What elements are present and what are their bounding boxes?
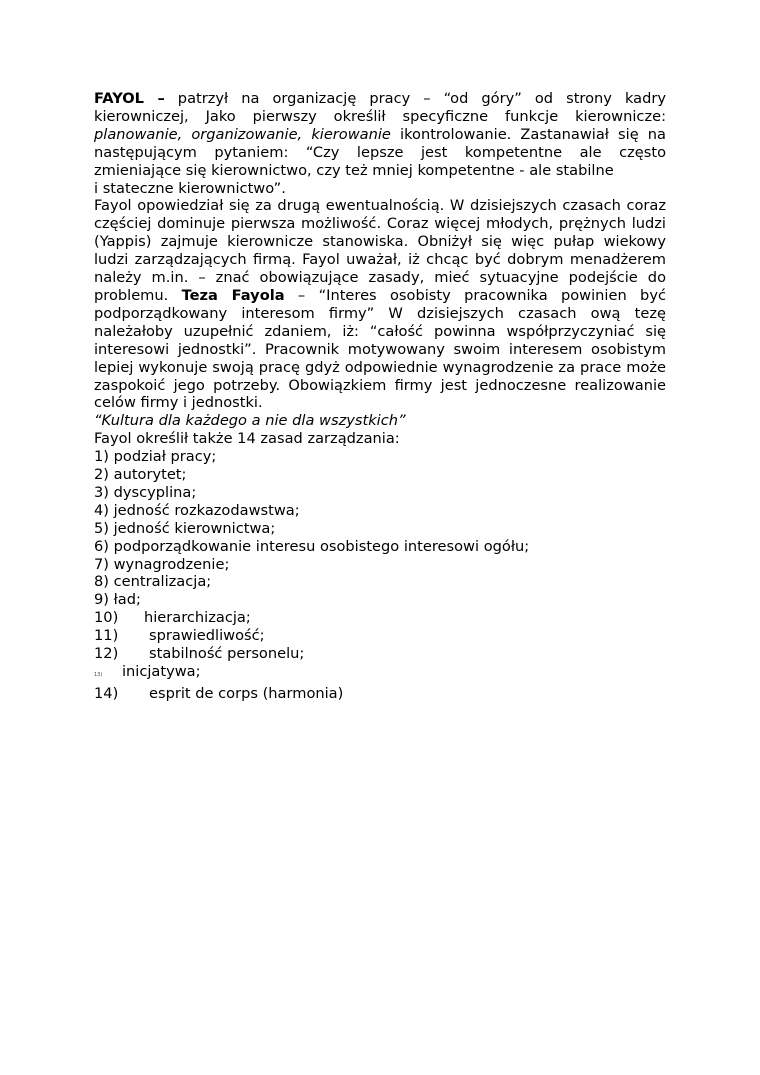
fayol-name: FAYOL – — [94, 90, 165, 107]
principle-number: 11) — [94, 627, 119, 645]
principle-number: 9) — [94, 591, 109, 609]
paragraph-text: Fayol opowiedział się za drugą ewentualnością. W dzisiejszych czasach coraz częściej dominuje pierwsza możliwość. Coraz więcej młodych, prężnych ludzi (Yappis) zajmuje kierownicze stanowiska. Obniżył się więc pułap wiekowy ludzi zarządzających firmą. Fayol uważał, iż chcąc być dobrym menadżerem należy m.in. – znać obowiązujące zasady, mieć sytuacyjne podejście do problemu. — [94, 197, 666, 304]
principle-item — [94, 685, 666, 703]
principle-number: 3) — [94, 483, 109, 501]
principle-text: inicjatywa; — [122, 663, 201, 680]
principle-item — [94, 520, 666, 538]
principle-item — [94, 573, 666, 591]
principle-text: sprawiedliwość; — [149, 627, 265, 645]
paragraph-text: patrzył na organizację pracy – “od góry” od strony kadry kierowniczej, Jako pierwszy określił specyficzne funkcje kierownicze: — [94, 90, 667, 125]
principle-text: autorytet; — [113, 466, 187, 484]
principle-number: 6) — [94, 537, 109, 555]
principle-item — [94, 502, 666, 520]
principle-text: stabilność personelu; — [149, 645, 305, 663]
principle-number: 12) — [94, 645, 119, 663]
principle-text: wynagrodzenie; — [113, 555, 230, 573]
principle-item — [94, 609, 666, 627]
paragraph-text: – “Interes osobisty pracownika powinien być podporządkowany interesom firmy” W dzisiejszych czasach ową tezę należałoby uzupełnić zdaniem, iż: “całość powinna współprzyczyniać się interesowi jednostki”. Pracownik motywowany swoim interesem osobistym lepiej wykonuje swoją pracę gdyż odpowiednie wynagrodzenie za prace może zaspokoić jego potrzeby. Obowiązkiem firmy jest jednoczesne realizowanie celów firmy i jednostki. — [94, 286, 666, 412]
principle-text: dyscyplina; — [113, 483, 197, 501]
principle-number: 8) — [94, 573, 109, 591]
principle-text: jedność rozkazodawstwa; — [113, 501, 300, 519]
paragraph-fayol-intro — [94, 90, 666, 180]
principle-number: 14) — [94, 684, 119, 702]
principle-item — [94, 663, 666, 685]
principles-list — [94, 448, 666, 703]
paragraph-fayol-opinion — [94, 197, 666, 412]
principle-item — [94, 448, 666, 466]
principle-item — [94, 538, 666, 556]
principle-item — [94, 645, 666, 663]
principles-intro: Fayol określił także 14 zasad zarządzania: — [94, 430, 400, 448]
principle-item — [94, 466, 666, 484]
principle-text: podporządkowanie interesu osobistego interesowi ogółu; — [113, 537, 530, 555]
principle-number: 13) — [94, 672, 103, 678]
principle-item — [94, 591, 666, 609]
principle-number: 4) — [94, 501, 109, 519]
quote: “Kultura dla każdego a nie dla wszystkich” — [94, 412, 406, 430]
document-page — [94, 90, 666, 703]
principle-item — [94, 627, 666, 645]
principle-text: centralizacja; — [113, 573, 212, 591]
thesis-label: Teza Fayola — [181, 286, 285, 304]
management-functions: planowanie, organizowanie, kierowanie — [94, 125, 391, 143]
principle-item — [94, 484, 666, 502]
paragraph-text: ikontrolowanie. Zastanawiał się na następującym pytaniem: “Czy lepsze jest kompetentne ale często zmieniające się kierownictwo, czy też mniej kompetentne - ale stabilne — [94, 125, 666, 179]
principle-text: podział pracy; — [113, 448, 217, 466]
principle-text: ład; — [113, 591, 141, 609]
principle-number: 2) — [94, 466, 109, 484]
principle-number: 1) — [94, 448, 109, 466]
principle-text: hierarchizacja; — [144, 609, 251, 627]
principle-text: jedność kierownictwa; — [113, 519, 276, 537]
paragraph-last-line: i stateczne kierownictwo”. — [94, 179, 286, 197]
principle-number: 7) — [94, 555, 109, 573]
principle-item — [94, 556, 666, 574]
principle-number: 5) — [94, 519, 109, 537]
principle-number: 10) — [94, 609, 119, 627]
principle-text: esprit de corps (harmonia) — [149, 684, 344, 702]
